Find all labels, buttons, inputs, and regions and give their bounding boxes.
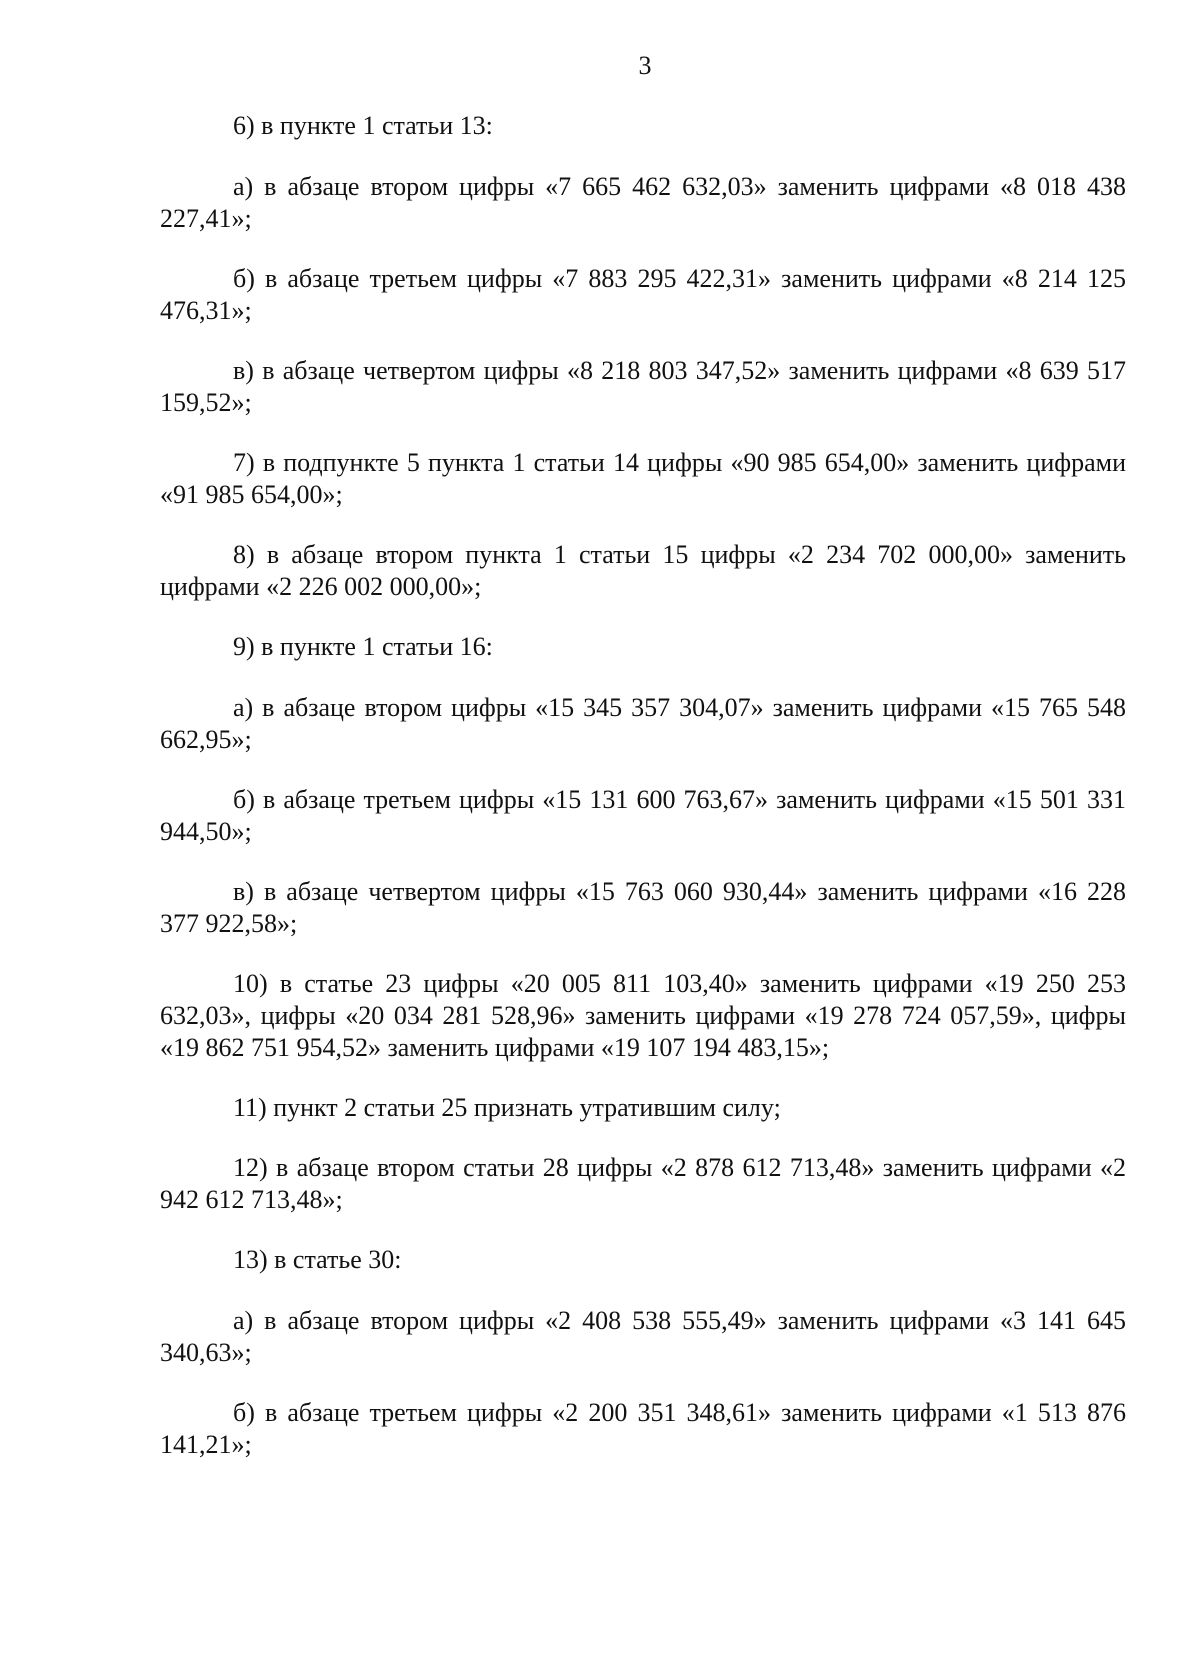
paragraph-item-6b: б) в абзаце третьем цифры «7 883 295 422,31» заменить цифрами «8 214 125 476,31»; (160, 264, 1126, 325)
paragraph-item-8: 8) в абзаце втором пункта 1 статьи 15 цифры «2 234 702 000,00» заменить цифрами «2 226 002 000,00»; (160, 540, 1126, 601)
paragraph-item-13: 13) в статье 30: (233, 1245, 402, 1274)
paragraph-item-7: 7) в подпункте 5 пункта 1 статьи 14 цифры «90 985 654,00» заменить цифрами «91 985 654,00»; (160, 448, 1126, 509)
paragraph-item-10: 10) в статье 23 цифры «20 005 811 103,40» заменить цифрами «19 250 253 632,03», цифры «20 034 281 528,96» заменить цифрами «19 278 724 057,59», цифры «19 862 751 954,52» заменить цифрами «19 107 194 483,15»; (160, 969, 1126, 1062)
paragraph-item-6v: в) в абзаце четвертом цифры «8 218 803 347,52» заменить цифрами «8 639 517 159,52»; (160, 356, 1126, 417)
paragraph-item-6: 6) в пункте 1 статьи 13: (233, 111, 493, 140)
paragraph-item-9a: а) в абзаце втором цифры «15 345 357 304,07» заменить цифрами «15 765 548 662,95»; (160, 693, 1126, 754)
paragraph-item-9b: б) в абзаце третьем цифры «15 131 600 763,67» заменить цифрами «15 501 331 944,50»; (160, 785, 1126, 846)
paragraph-item-11: 11) пункт 2 статьи 25 признать утратившим силу; (233, 1093, 781, 1122)
document-body (160, 110, 1126, 1461)
paragraph-item-6a: а) в абзаце втором цифры «7 665 462 632,03» заменить цифрами «8 018 438 227,41»; (160, 172, 1126, 233)
paragraph-item-13b: б) в абзаце третьем цифры «2 200 351 348,61» заменить цифрами «1 513 876 141,21»; (160, 1398, 1126, 1459)
paragraph-item-13a: а) в абзаце втором цифры «2 408 538 555,49» заменить цифрами «3 141 645 340,63»; (160, 1306, 1126, 1367)
paragraph-item-9v: в) в абзаце четвертом цифры «15 763 060 930,44» заменить цифрами «16 228 377 922,58»; (160, 877, 1126, 938)
paragraph-item-9: 9) в пункте 1 статьи 16: (233, 632, 493, 661)
paragraph-item-12: 12) в абзаце втором статьи 28 цифры «2 878 612 713,48» заменить цифрами «2 942 612 713,48»; (160, 1153, 1126, 1214)
page-number: 3 (638, 51, 652, 80)
